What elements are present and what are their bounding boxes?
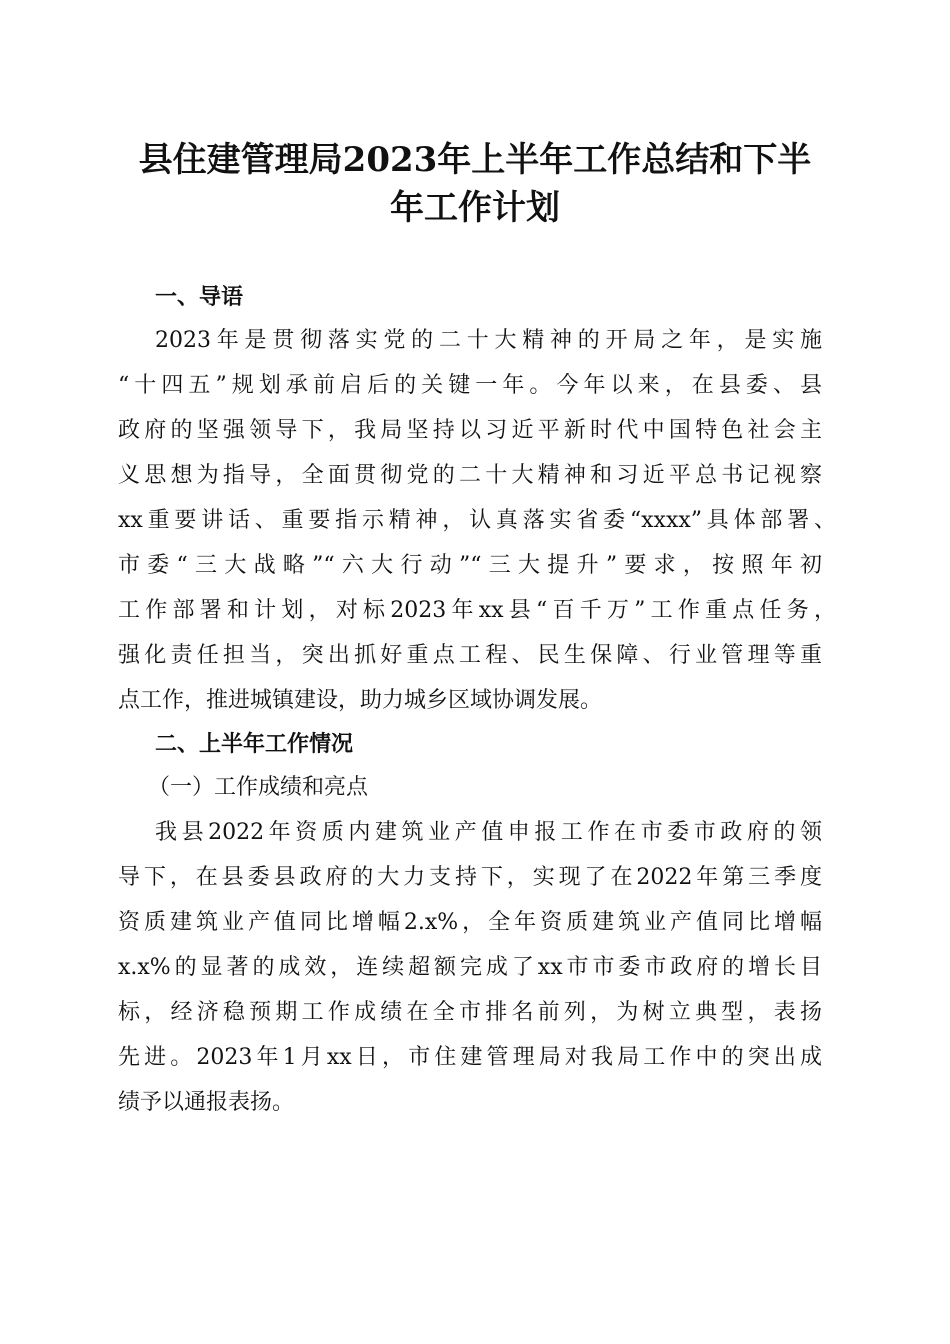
text-line: 政府的坚强领导下，我局坚持以习近平新时代中国特色社会主: [118, 418, 822, 443]
text-line: 绩予以通报表扬。: [118, 1090, 295, 1115]
subsection-heading-achievements: （一）工作成绩和亮点: [148, 775, 369, 800]
title-line: 县住建管理局2023年上半年工作总结和下半: [138, 140, 812, 180]
title-line: 年工作计划: [390, 188, 560, 228]
text-line: 先进。2023年1月xx日，市住建管理局对我局工作中的突出成: [118, 1045, 822, 1070]
text-line: 2023年是贯彻落实党的二十大精神的开局之年，是实施: [155, 328, 822, 353]
paragraph-intro: [118, 318, 836, 723]
section-heading-intro: 一、导语: [155, 284, 244, 310]
text-line: 点工作，推进城镇建设，助力城乡区域协调发展。: [118, 688, 603, 713]
text-line: 义思想为指导，全面贯彻党的二十大精神和习近平总书记视察: [118, 463, 822, 488]
text-line: 强化责任担当，突出抓好重点工程、民生保障、行业管理等重: [118, 643, 822, 668]
text-line: 工作部署和计划，对标2023年xx县“百千万”工作重点任务，: [118, 598, 836, 623]
paragraph-achievements: [118, 810, 822, 1125]
text-line: x.x%的显著的成效，连续超额完成了xx市市委市政府的增长目: [118, 955, 822, 980]
text-line: 导下，在县委县政府的大力支持下，实现了在2022年第三季度: [118, 865, 822, 890]
text-line: xx重要讲话、重要指示精神，认真落实省委“xxxx”具体部署、: [118, 508, 836, 533]
section-heading-first-half: 二、上半年工作情况: [155, 731, 354, 757]
document-title: [100, 136, 850, 232]
text-line: “十四五”规划承前启后的关键一年。今年以来，在县委、县: [118, 373, 822, 398]
text-line: 资质建筑业产值同比增幅2.x%，全年资质建筑业产值同比增幅: [118, 910, 822, 935]
text-line: 标，经济稳预期工作成绩在全市排名前列，为树立典型，表扬: [118, 1000, 822, 1025]
text-line: 我县2022年资质内建筑业产值申报工作在市委市政府的领: [155, 820, 822, 845]
text-line: 市委“三大战略”“六大行动”“三大提升”要求，按照年初: [118, 553, 822, 578]
